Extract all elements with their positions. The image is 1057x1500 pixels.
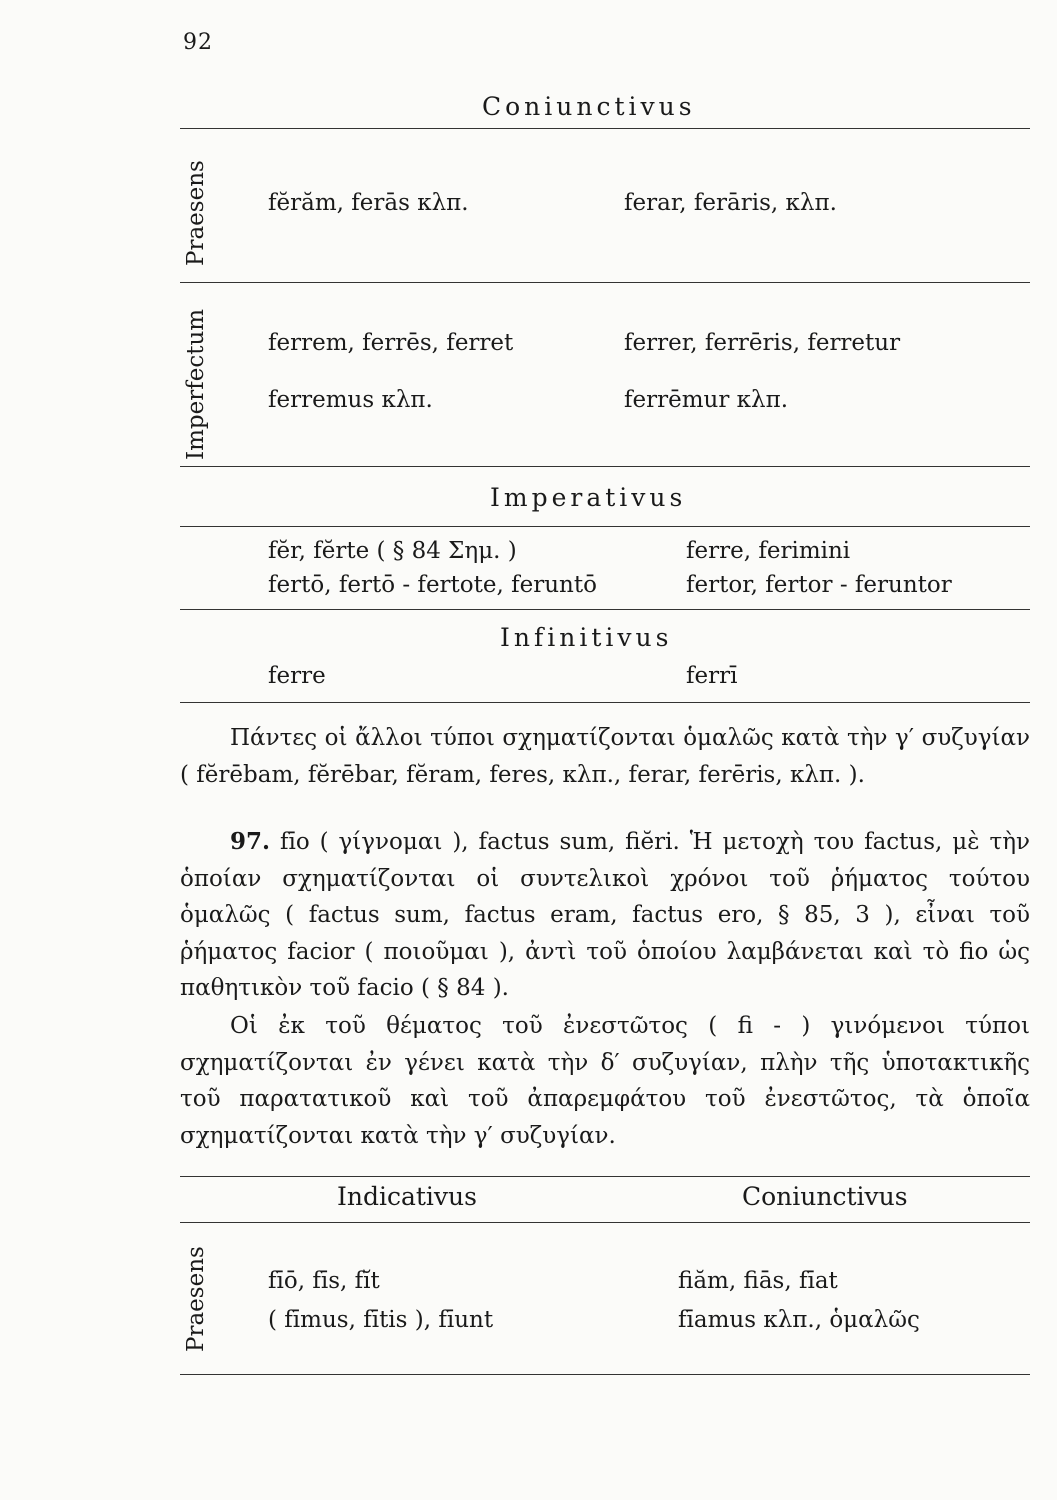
side-label-imperfectum: Imperfectum	[183, 308, 209, 460]
divider	[180, 526, 1030, 527]
infinitivus-active: ferre	[268, 663, 326, 689]
fio-coniunctivus-2: fīamus κλπ., ὁμαλῶς	[678, 1307, 920, 1333]
imperfectum-active-2: ferremus κλπ.	[268, 387, 433, 413]
imperfectum-passive-2: ferrēmur κλπ.	[624, 387, 789, 413]
praesens-passive: ferar, ferāris, κλπ.	[624, 190, 837, 216]
paragraph-other-forms	[180, 720, 1030, 793]
section-title-imperativus: Imperativus	[490, 483, 687, 512]
column-header-coniunctivus: Coniunctivus	[742, 1182, 908, 1211]
imperfectum-passive-1: ferrer, ferrēris, ferretur	[624, 330, 901, 356]
section-title-infinitivus: Infinitivus	[500, 623, 673, 652]
fio-coniunctivus-1: fiăm, fiās, fīat	[678, 1268, 838, 1294]
divider	[180, 1374, 1030, 1375]
paragraph-97	[180, 824, 1030, 1007]
fio-indicativus-2: ( fīmus, fītis ), fīunt	[268, 1307, 494, 1333]
side-label-praesens: Praesens	[183, 160, 209, 266]
imperativus-active-1: fĕr, fĕrte ( § 84 Σημ. )	[268, 538, 517, 564]
paragraph-text: Πάντες οἱ ἄλλοι τύποι σχηματίζονται ὁμαλῶς κατὰ τὴν γ′ συζυγίαν ( fĕrēbam, fĕrēbar, fĕram, feres, κλπ., ferar, ferēris, κλπ. ).	[180, 725, 1030, 788]
divider	[180, 466, 1030, 467]
imperfectum-active-1: ferrem, ferrēs, ferret	[268, 330, 514, 356]
divider	[180, 282, 1030, 283]
fio-indicativus-1: fīō, fīs, fĭt	[268, 1268, 380, 1294]
imperativus-passive-2: fertor, fertor - feruntor	[686, 572, 952, 598]
column-header-indicativus: Indicativus	[337, 1182, 477, 1211]
paragraph-body: fīo ( γίγνομαι ), factus sum, fiĕri. Ἡ μετοχὴ του factus, μὲ τὴν ὁποίαν σχηματίζονται οἱ συντελικοὶ χρόνοι τοῦ ῥήματος τούτου ὁμαλῶς ( factus sum, factus eram, factus ero, § 85, 3 ), εἶναι τοῦ ῥήματος facior ( ποιοῦμαι ), ἀντὶ τοῦ ὁποίου λαμβάνεται καὶ τὸ fio ὡς παθητικὸν τοῦ facio ( § 84 ).	[180, 829, 1031, 1001]
section-number: 97.	[230, 828, 271, 855]
section-title-coniunctivus: Coniunctivus	[482, 92, 696, 121]
praesens-active: fĕrăm, ferās κλπ.	[268, 190, 469, 216]
paragraph-fi-forms	[180, 1008, 1030, 1154]
side-label-praesens-fio: Praesens	[183, 1246, 209, 1352]
imperativus-active-2: fertō, fertō - fertote, feruntō	[268, 572, 597, 598]
infinitivus-passive: ferrī	[686, 663, 738, 689]
divider	[180, 1176, 1030, 1177]
paragraph-text	[180, 824, 1030, 1007]
paragraph-text: Οἱ ἐκ τοῦ θέματος τοῦ ἐνεστῶτος ( fi - ) γινόμενοι τύποι σχηματίζονται ἐν γένει κατὰ τὴν δ′ συζυγίαν, πλὴν τῆς ὑποτακτικῆς τοῦ παρατατικοῦ καὶ τοῦ ἀπαρεμφάτου τοῦ ἐνεστῶτος, τὰ ὁποῖα σχηματίζονται κατὰ τὴν γ′ συζυγίαν.	[180, 1013, 1030, 1149]
divider	[180, 609, 1030, 610]
divider	[180, 702, 1030, 703]
imperativus-passive-1: ferre, ferimini	[686, 538, 851, 564]
divider	[180, 1222, 1030, 1223]
divider	[180, 128, 1030, 129]
page-number: 92	[183, 30, 213, 55]
